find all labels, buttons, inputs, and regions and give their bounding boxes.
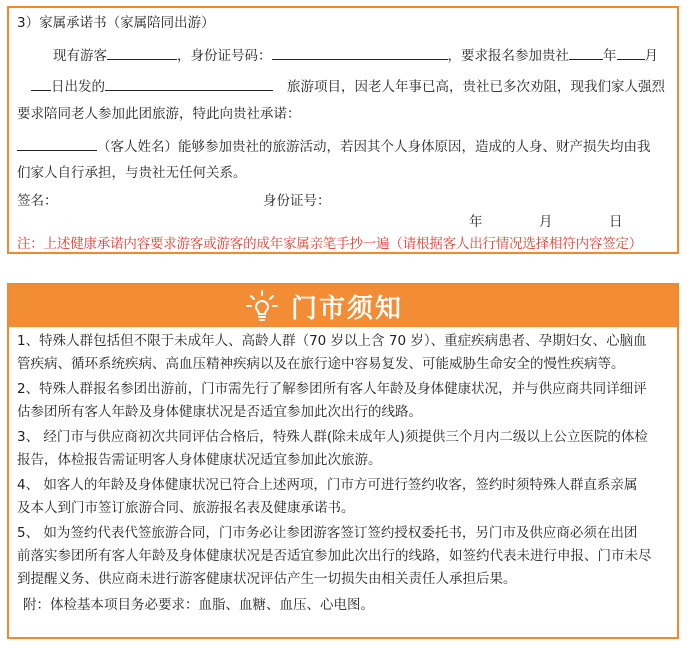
notice-line: 到提醒义务、供应商未进行游客健康状况评估产生一切损失由相关责任人承担后果。	[17, 571, 517, 587]
notice-line: 前落实参团所有客人年龄及身体健康状况是否适宜参加此次出行的线路，如签约代表未进行申报、门市未尽	[17, 548, 652, 564]
store-notice-title: 门市须知	[291, 294, 404, 324]
pledge-line-3: 要求陪同老人参加此团旅游，特此向贵社承诺：	[17, 106, 301, 122]
lightbulb-icon	[245, 289, 279, 327]
notice-line: 1、特殊人群包括但不限于未成年人、高龄人群（70 岁以上含 70 岁）、重症疾病患者、孕期妇女、心脑血	[17, 333, 647, 349]
notice-line: 估参团所有客人年龄及身体健康状况是否适宜参加此次出行的线路。	[17, 404, 422, 420]
store-notice-section	[7, 283, 679, 639]
day-blank[interactable]	[31, 76, 51, 91]
guest-name-blank[interactable]	[17, 136, 97, 151]
id-label: 身份证号：	[263, 193, 331, 209]
pledge-line-5: 们家人自行承担，与贵社无任何关系。	[17, 165, 247, 181]
year-blank[interactable]	[569, 45, 603, 60]
pledge-line-4: （客人姓名）能够参加贵社的旅游活动，若因其个人身体原因，造成的人身、财产损失均由我	[17, 136, 651, 156]
pledge-notice: 注：上述健康承诺内容要求游客或游客的成年家属亲笔手抄一遍（请根据客人出行情况选择相符内容签定）	[17, 236, 643, 252]
notice-line: 报告，体检报告需证明客人身体健康状况适宜参加此次旅游。	[17, 452, 382, 468]
notice-appendix: 附：体检基本项目务必要求：血脂、血糖、血压、心电图。	[23, 597, 374, 613]
family-pledge-section	[7, 6, 679, 254]
notice-line: 管疾病、循环系统疾病、高血压精神疾病以及在旅行途中容易复发、可能威胁生命安全的慢性疾病等。	[17, 356, 625, 372]
date-month: 月	[539, 214, 553, 230]
id-number-blank[interactable]	[272, 45, 448, 60]
pledge-heading: 3）家属承诺书（家属陪同出游）	[17, 15, 215, 31]
date-year: 年	[469, 214, 483, 230]
notice-line: 3、 经门市与供应商初次共同评估合格后，特殊人群(除未成年人)须提供三个月内二级以上公立医院的体检	[17, 429, 648, 445]
pledge-line-1: 现有游客 ，身份证号码： ，要求报名参加贵社 年 月	[53, 45, 658, 65]
tourist-name-blank[interactable]	[107, 45, 177, 60]
date-day: 日	[609, 214, 623, 230]
month-blank[interactable]	[617, 45, 645, 60]
signature-label: 签名：	[17, 193, 58, 209]
notice-line: 5、 如为签约代表代签旅游合同，门市务必让参团游客签订签约授权委托书，另门市及供应商必须在出团	[17, 525, 638, 541]
store-notice-banner	[9, 285, 677, 327]
notice-line: 及本人到门市签订旅游合同、旅游报名表及健康承诺书。	[17, 500, 355, 516]
notice-line: 4、 如客人的年龄及身体健康状况已符合上述两项，门市方可进行签约收客，签约时须特殊人群直系亲属	[17, 477, 638, 493]
notice-line: 2、特殊人群报名参团出游前，门市需先行了解参团所有客人年龄及身体健康状况，并与供应商共同详细评	[17, 381, 647, 397]
tour-name-blank[interactable]	[105, 76, 273, 91]
pledge-line-2: 日出发的 旅游项目，因老人年事已高，贵社已多次劝阻，现我们家人强烈	[31, 76, 665, 96]
